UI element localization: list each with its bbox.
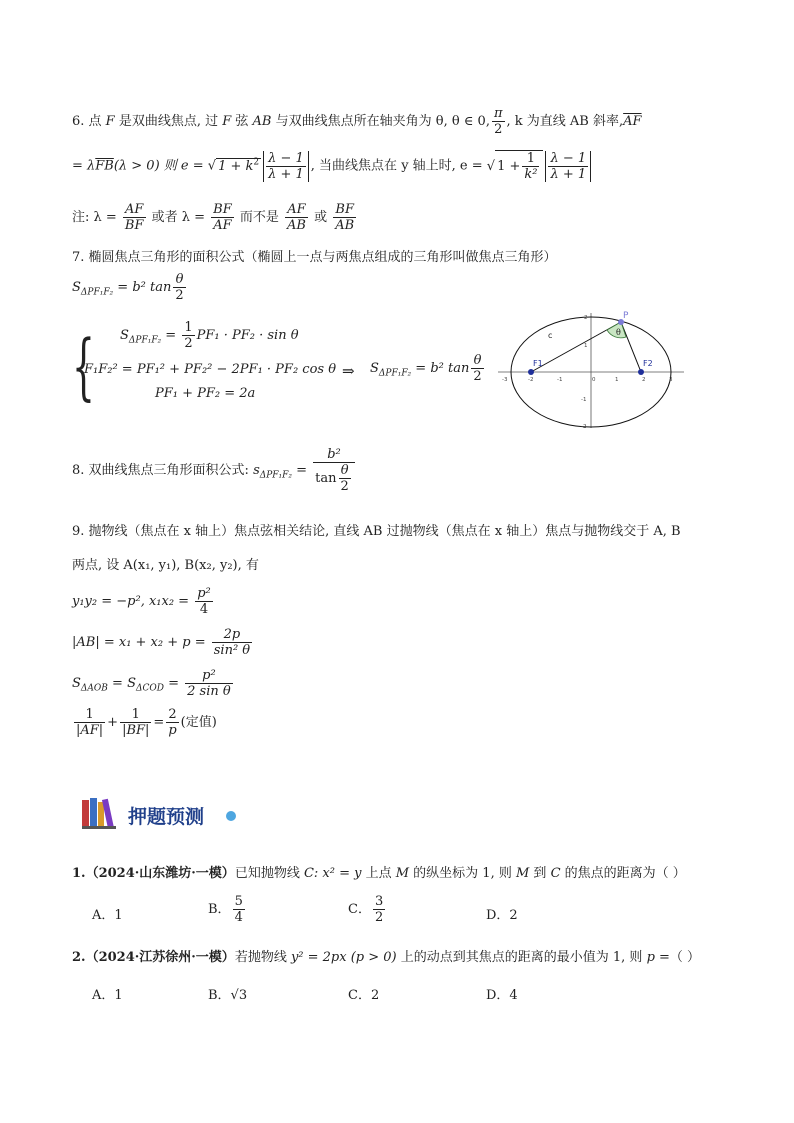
item8-line: 8. 双曲线焦点三角形面积公式: $s_{\Delta PF_1F_2}$ = b² tan $\frac{\theta}{2}$ xyxy=(72,447,357,494)
question-2: 2.（2024·江苏徐州·一模）若抛物线 y² = 2px (p > 0) 上的动点到其焦点的距离的最小值为 1, 则 p =（ ） xyxy=(72,950,701,965)
pi-half-fraction: $\frac{\pi}{2}$ xyxy=(493,106,503,137)
tick-x-0: -3 xyxy=(502,377,508,383)
label-c: c xyxy=(548,331,553,340)
tick-y-2: -1 xyxy=(581,397,587,403)
tick-y-1: 1 xyxy=(584,343,588,349)
item9-formula1: y₁y₂ = −p², x₁x₂ = $\frac{\text{p²}}{4}$ xyxy=(72,586,211,617)
item7-title: 7. 椭圆焦点三角形的面积公式（椭圆上一点与两焦点组成的三角形叫做焦点三角形） xyxy=(72,250,557,265)
item9-formula4: $\frac{1}{|AF|}$ + $\frac{1}{|BF|}$ = $\frac{2}{p}$ (定值) xyxy=(76,707,217,738)
tick-x-3: 0 xyxy=(592,377,596,383)
implies-arrow: ⇒ xyxy=(342,362,355,380)
q2-option-d[interactable]: D．4 xyxy=(486,988,518,1003)
tick-x-1: -2 xyxy=(528,377,534,383)
system-line1: $S_{\Delta PF_1F_2}$ = $\frac{1}{2}$ PF₁ · PF₂ · sin θ xyxy=(120,320,299,351)
item9-formula3: $S_{\Delta AOB} = S_{\Delta COD}$ = $\frac{\text{p²}}{\text{2 sin θ}}$ xyxy=(72,668,231,699)
label-p: P xyxy=(623,311,629,321)
item6-note: 注: λ = $\frac{AF}{BF}$ 或者 λ = $\frac{BF}{AF}$ 而不是 $\frac{AF}{AB}$ 或 $\frac{BF}{AB}$ xyxy=(72,202,355,233)
pf2-segment xyxy=(621,322,641,372)
hyperbola-area-fraction: b² tan $\frac{\theta}{2}$ xyxy=(313,447,355,494)
books-icon xyxy=(80,796,120,830)
tick-x-2: -1 xyxy=(557,377,563,383)
q2-option-b[interactable]: B．√3 xyxy=(208,988,248,1003)
section-title: 押题预测 xyxy=(128,806,205,828)
system-line3: PF₁ + PF₂ = 2a xyxy=(155,386,256,401)
q2-option-a[interactable]: A．1 xyxy=(92,988,123,1003)
sqrt-expr-2: √ 1 + $\frac{1}{\text{k²}}$ xyxy=(487,159,544,174)
section-dot-icon xyxy=(226,811,236,821)
q1-option-b[interactable]: B． $\frac{5}{4}$ xyxy=(208,894,243,925)
abs-fraction-2: $\frac{\lambda - 1}{\lambda + 1}$ xyxy=(545,151,591,182)
tick-x-5: 2 xyxy=(642,377,646,383)
point-f1 xyxy=(528,369,534,375)
item6-line1: 6. 点 F 是双曲线焦点, 过 F 弦 AB 与双曲线焦点所在轴夹角为 θ, θ ∈ 0, $\frac{\pi}{2}$ , k 为直线 AB 斜率$,\overline{AF}$ xyxy=(72,106,642,137)
ellipse-focal-triangle-diagram xyxy=(490,310,690,430)
question-1: 1.（2024·山东潍坊·一模）已知抛物线 C: x² = y 上点 M 的纵坐标为 1, 则 M 到 C 的焦点的距离为（ ） xyxy=(72,866,686,881)
q1-option-a[interactable]: A．1 xyxy=(92,908,123,923)
label-f2: F2 xyxy=(643,359,653,368)
tick-y-3: -2 xyxy=(581,424,587,430)
label-f1: F1 xyxy=(533,359,543,368)
item9-line2: 两点, 设 A(x₁, y₁), B(x₂, y₂), 有 xyxy=(72,558,259,573)
q1-option-d[interactable]: D．2 xyxy=(486,908,518,923)
q2-option-c[interactable]: C．2 xyxy=(348,988,380,1003)
abs-fraction: $\frac{\lambda - 1}{\lambda + 1}$ xyxy=(263,151,309,182)
tick-x-4: 1 xyxy=(615,377,619,383)
item9-formula2: |AB| = x₁ + x₂ + p = $\frac{2p}{\text{sin² θ}}$ xyxy=(72,627,251,658)
tick-y-0: 2 xyxy=(584,315,588,321)
item6-line2: = $\lambda\overline{FB}(\lambda > 0)$ 则 e = √ $1 + k^2$ $\frac{\lambda - 1}{\lambda + 1}$ , 当曲线焦点在 y 轴上时, e = √ 1 + $\frac{1}{\text{k²}}$ $\frac{\lambda - 1}{\lambda + 1}$ xyxy=(72,150,593,182)
sqrt-expr: √ $1 + k^2$ xyxy=(207,157,260,174)
result-formula: $S_{\Delta PF_1F_2} = b^2$ tan $\frac{\theta}{2}$ xyxy=(370,353,482,384)
item7-formula: $S_{\Delta PF_1F_2} = b^2$ tan $\frac{\theta}{2}$ xyxy=(72,272,184,303)
tick-x-6: 3 xyxy=(669,377,673,383)
system-brace: { xyxy=(72,324,95,408)
label-theta: θ xyxy=(616,328,621,337)
item9-line1: 9. 抛物线（焦点在 x 轴上）焦点弦相关结论, 直线 AB 过抛物线（焦点在 x 轴上）焦点与抛物线交于 A, B xyxy=(72,524,681,539)
system-line2: F₁F₂² = PF₁² + PF₂² − 2PF₁ · PF₂ cos θ xyxy=(84,362,337,377)
point-f2 xyxy=(638,369,644,375)
q1-option-c[interactable]: C． $\frac{3}{2}$ xyxy=(348,894,384,925)
